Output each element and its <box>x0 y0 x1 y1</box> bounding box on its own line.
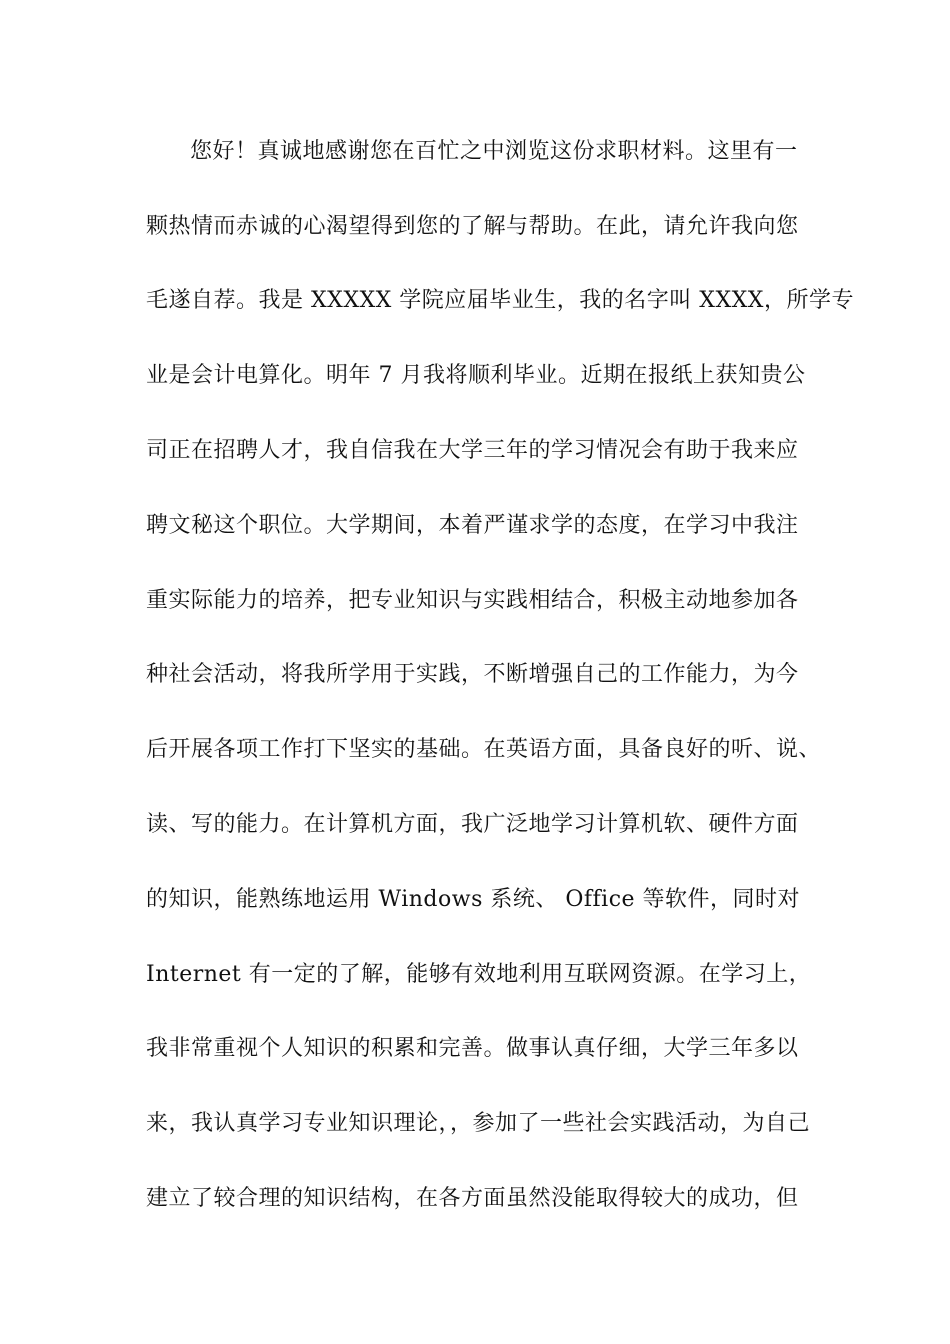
paragraph-line-4: 业是会计电算化。明年 7 月我将顺利毕业。近期在报纸上获知贵公 <box>146 363 806 388</box>
paragraph-line-5: 司正在招聘人才，我自信我在大学三年的学习情况会有助于我来应 <box>146 438 799 463</box>
paragraph-line-6: 聘文秘这个职位。大学期间，本着严谨求学的态度，在学习中我注 <box>146 513 799 538</box>
paragraph-line-14: 来，我认真学习专业知识理论，，参加了一些社会实践活动，为自己 <box>146 1111 811 1136</box>
paragraph-line-1: 您好！真诚地感谢您在百忙之中浏览这份求职材料。这里有一 <box>190 139 798 164</box>
paragraph-line-12: Internet 有一定的了解，能够有效地利用互联网资源。在学习上， <box>146 962 812 987</box>
paragraph-line-13: 我非常重视个人知识的积累和完善。做事认真仔细，大学三年多以 <box>146 1036 799 1061</box>
paragraph-line-9: 后开展各项工作打下坚实的基础。在英语方面，具备良好的听、说、 <box>146 737 822 762</box>
paragraph-line-11: 的知识，能熟练地运用 Windows 系统、 Office 等软件，同时对 <box>146 887 801 912</box>
paragraph-line-7: 重实际能力的培养，把专业知识与实践相结合，积极主动地参加各 <box>146 588 799 613</box>
paragraph-line-15: 建立了较合理的知识结构，在各方面虽然没能取得较大的成功，但 <box>146 1186 799 1211</box>
paragraph-line-8: 种社会活动，将我所学用于实践，不断增强自己的工作能力，为今 <box>146 662 799 687</box>
paragraph-line-3: 毛遂自荐。我是 XXXXX 学院应届毕业生，我的名字叫 XXXX，所学专 <box>146 288 854 313</box>
paragraph-line-2: 颗热情而赤诚的心渴望得到您的了解与帮助。在此，请允许我向您 <box>146 214 799 239</box>
paragraph-line-10: 读、写的能力。在计算机方面，我广泛地学习计算机软、硬件方面 <box>146 812 799 837</box>
